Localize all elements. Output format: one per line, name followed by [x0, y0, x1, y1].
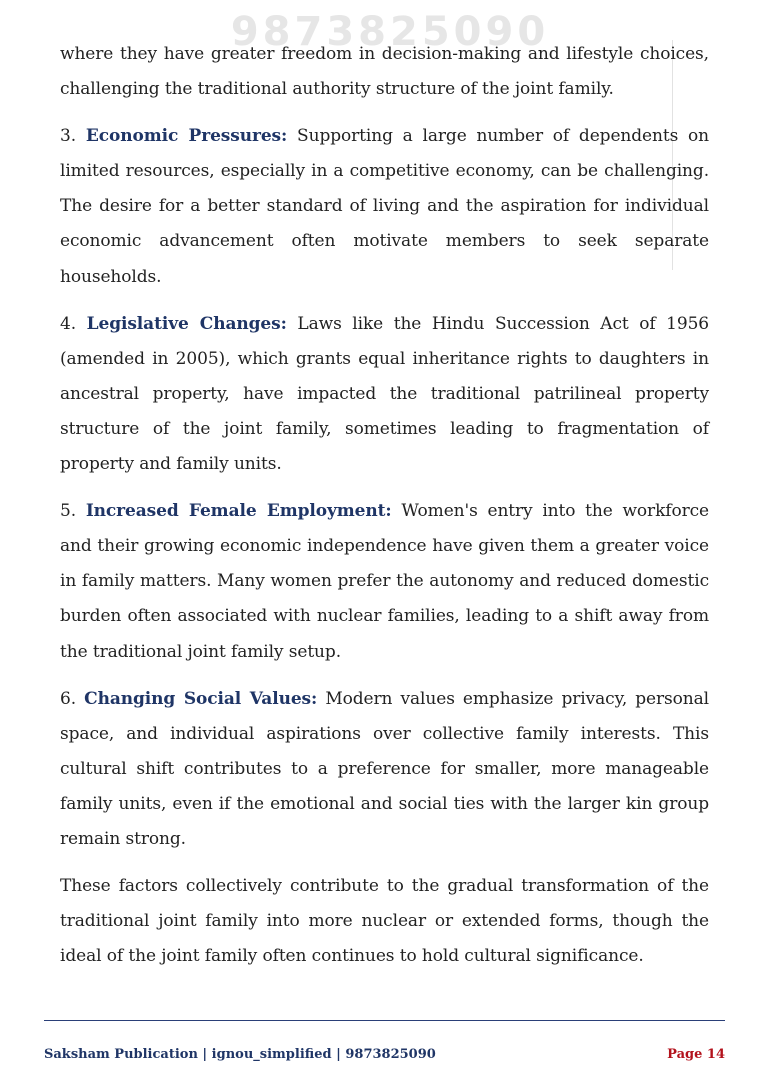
paragraph-term: Legislative Changes: [86, 313, 287, 334]
paragraph-term: Economic Pressures: [85, 126, 288, 147]
paragraph-conclusion [60, 869, 709, 974]
paragraph-number: 6. [60, 688, 77, 709]
paragraph-text: These factors collectively contribute to the gradual transformation of the traditional joint family into more nuclear or extended forms, though the ideal of the joint family often continues to hold cultural significance. [60, 876, 709, 967]
paragraph-text: where they have greater freedom in decision-making and lifestyle choices, challenging the traditional authority structure of the joint family. [60, 44, 709, 100]
paragraph-term: Changing Social Values: [84, 688, 318, 709]
paragraph-text: Women's entry into the workforce and their growing economic independence have given them a greater voice in family matters. Many women prefer the autonomy and reduced domestic burden often associated with nuclear families, leading to a shift away from the traditional joint family setup. [60, 501, 710, 662]
paragraph-economic-pressures [60, 119, 709, 294]
paragraph-term: Increased Female Employment: [85, 501, 392, 522]
footer-divider [44, 1020, 725, 1021]
watermark: 9873825090 [230, 14, 550, 50]
footer-publisher: Saksham Publication | ignou_simplified | 9873825090 [44, 1047, 436, 1062]
paragraph-text: Supporting a large number of dependents on limited resources, especially in a competitive economy, can be challenging. The desire for a better standard of living and the aspiration for individual economic advancement often motivate members to seek separate households. [60, 126, 710, 287]
paragraph-social-values [60, 682, 709, 857]
paragraph-female-employment [60, 494, 709, 669]
body-content [60, 37, 709, 986]
page-number: Page 14 [667, 1047, 725, 1062]
paragraph-number: 5. [60, 501, 77, 522]
paragraph-text: Modern values emphasize privacy, personal space, and individual aspirations over collective family interests. This cultural shift contributes to a preference for smaller, more manageable family units, even if the emotional and social ties with the larger kin group remain strong. [60, 688, 709, 849]
paragraph-legislative-changes [60, 307, 709, 482]
paragraph-continuation [60, 37, 709, 107]
paragraph-number: 3. [60, 126, 77, 147]
paragraph-number: 4. [60, 313, 77, 334]
paragraph-text: Laws like the Hindu Succession Act of 1956 (amended in 2005), which grants equal inheritance rights to daughters in ancestral property, have impacted the traditional patrilineal property structure of the joint family, sometimes leading to fragmentation of property and family units. [60, 313, 709, 475]
